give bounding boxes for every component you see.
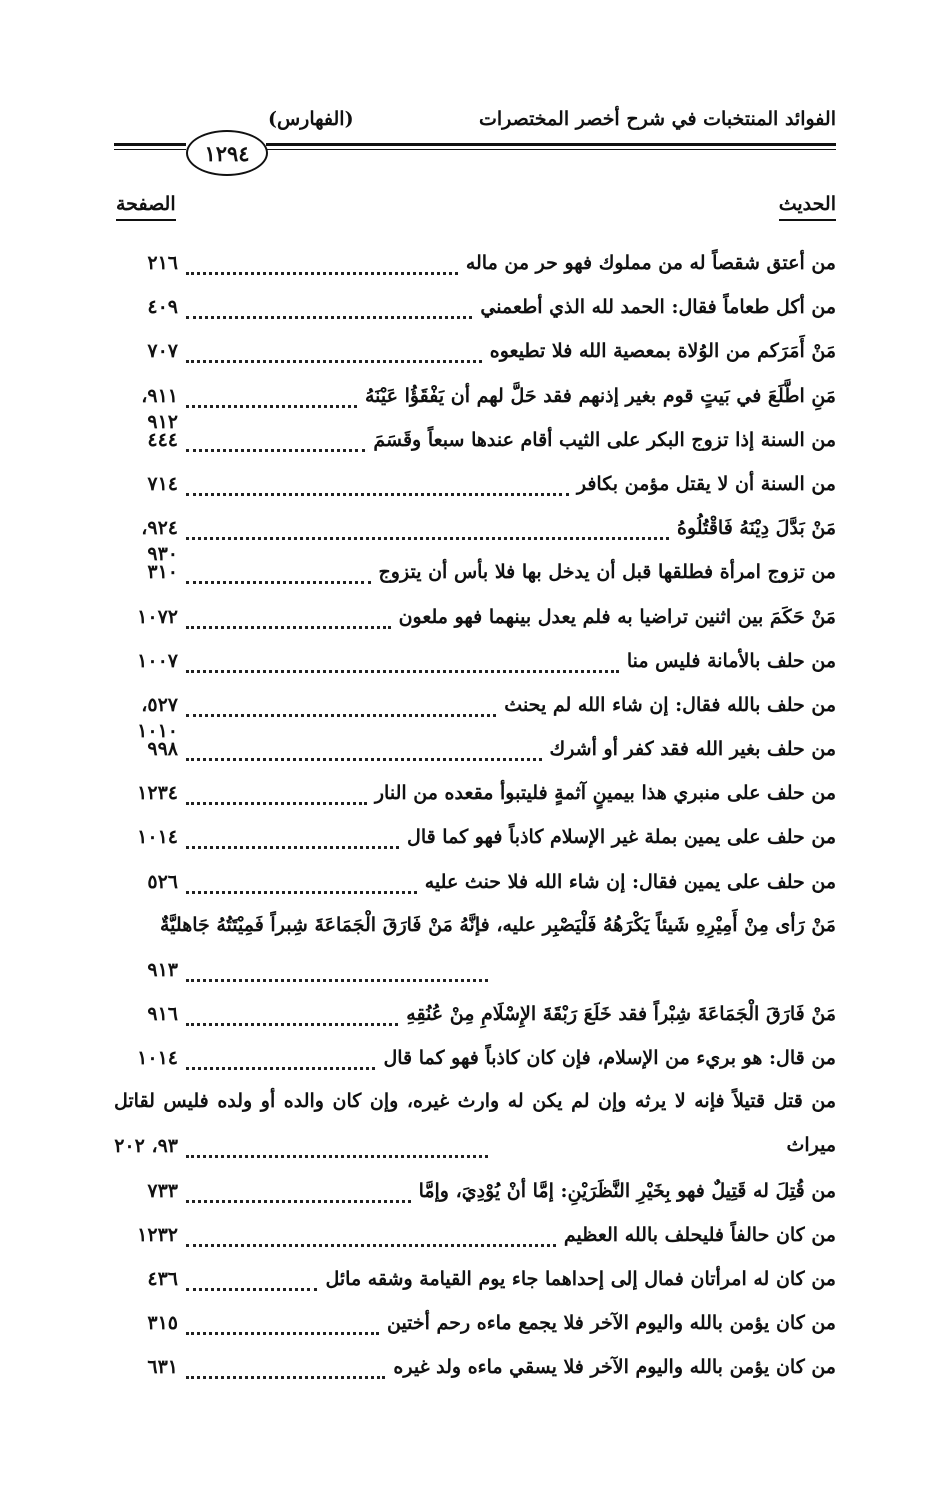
leader-dots bbox=[186, 515, 669, 540]
book-title: الفوائد المنتخبات في شرح أخصر المختصرات bbox=[478, 108, 836, 130]
index-entry bbox=[114, 1306, 836, 1350]
hadith-text: مَنْ رَأى مِنْ أَمِيْرِهِ شَيئاً يَكْرَهُهُ فَلْيَصْبِر عليه، فإنَّهُ مَنْ فَارَقَ الْجَمَاعَةَ شِبراً فَمِيْتَتُهُ جَاهليَّةٌ bbox=[159, 913, 836, 936]
index-entry bbox=[114, 644, 836, 688]
page-reference: ٥٢٧، ١٠١٠ bbox=[137, 693, 178, 742]
index-entry bbox=[114, 246, 836, 290]
index-entry bbox=[114, 290, 836, 334]
index-entry bbox=[114, 423, 836, 467]
page-reference: ٧٠٧ bbox=[147, 340, 178, 363]
hadith-text: من حلف على منبري هذا بيمينٍ آثمةٍ فليتبوأ مقعده من النار bbox=[374, 782, 836, 805]
header-rule-right-thin bbox=[266, 149, 836, 150]
index-entry bbox=[114, 732, 836, 776]
section-title: (الفهارس) bbox=[268, 108, 354, 130]
index-entry bbox=[114, 555, 836, 599]
page-reference: ١٢٣٢ bbox=[137, 1223, 178, 1246]
leader-dots bbox=[186, 780, 367, 805]
page-reference: ٤٠٩ bbox=[147, 296, 178, 319]
leader-dots bbox=[186, 869, 417, 894]
leader-dots bbox=[186, 1045, 375, 1070]
page-column-heading: الصفحة bbox=[116, 192, 176, 221]
hadith-text: من كان حالفاً فليحلف بالله العظيم bbox=[563, 1223, 836, 1246]
hadith-text: مَنْ حَكَمَ بين اثنين تراضيا به فلم يعدل بينهما فهو ملعون bbox=[398, 605, 836, 628]
index-entry bbox=[114, 820, 836, 864]
leader-dots bbox=[186, 471, 569, 496]
index-entry bbox=[114, 467, 836, 511]
hadith-text: مَنِ اطَّلَعَ في بَيتٍ قوم بغير إذنهم فقد حَلَّ لهم أن يَفْقَؤُا عَيْنَهُ bbox=[364, 384, 836, 407]
page-reference: ٩١١، ٩١٢ bbox=[141, 384, 178, 433]
leader-dots bbox=[186, 1133, 488, 1158]
hadith-text: من قُتِلَ له قَتِيلٌ فهو بِخَيْرِ النَّظَرَيْنِ: إمَّا أنْ يُوْدِيَ، وإمَّا bbox=[418, 1179, 836, 1202]
leader-dots bbox=[186, 648, 619, 673]
hadith-text: من تزوج امرأة فطلقها قبل أن يدخل بها فلا بأس أن يتزوج bbox=[378, 561, 836, 584]
leader-dots bbox=[186, 1310, 379, 1335]
hadith-column-heading: الحديث bbox=[779, 192, 836, 221]
leader-dots bbox=[186, 604, 391, 629]
hadith-text: مَنْ أَمَرَكم من الوُلاة بمعصية الله فلا تطيعوه bbox=[489, 340, 836, 363]
leader-dots bbox=[186, 1001, 398, 1026]
leader-dots bbox=[186, 383, 357, 408]
index-entry bbox=[114, 1350, 836, 1394]
page-number: ١٢٩٤ bbox=[204, 140, 250, 166]
hadith-text: مَنْ بَدَّلَ دِيْنَهُ فَاقْتُلُوهُ bbox=[677, 517, 836, 540]
index-entry bbox=[114, 1174, 836, 1218]
leader-dots bbox=[186, 338, 482, 363]
hadith-text: من السنة أن لا يقتل مؤمن بكافر bbox=[576, 472, 836, 495]
leader-dots bbox=[186, 427, 365, 452]
page-reference: ٣١٥ bbox=[147, 1312, 178, 1335]
hadith-text: من السنة إذا تزوج البكر على الثيب أقام عندها سبعاً وقَسَمَ bbox=[373, 428, 836, 451]
page-reference: ١٠١٤ bbox=[137, 1047, 178, 1070]
hadith-index-list bbox=[114, 246, 836, 1395]
page-reference: ١٠١٤ bbox=[137, 826, 178, 849]
index-entry bbox=[114, 334, 836, 378]
index-entry bbox=[114, 909, 836, 997]
index-entry bbox=[114, 776, 836, 820]
hadith-text: من أكل طعاماً فقال: الحمد لله الذي أطعمني bbox=[480, 296, 836, 319]
index-entry bbox=[114, 379, 836, 433]
leader-dots bbox=[186, 824, 399, 849]
hadith-text: من حلف على يمين بملة غير الإسلام كاذباً فهو كما قال bbox=[407, 826, 836, 849]
page-reference: ٢١٦ bbox=[147, 252, 178, 274]
leader-dots bbox=[186, 1178, 411, 1203]
page-reference: ٣١٠ bbox=[147, 561, 178, 584]
index-entry bbox=[114, 1262, 836, 1306]
index-entry bbox=[114, 1218, 836, 1262]
index-entry bbox=[114, 688, 836, 742]
page-reference: ٩٢٤، ٩٣٠ bbox=[141, 517, 178, 566]
running-header bbox=[268, 108, 836, 130]
leader-dots bbox=[186, 294, 472, 319]
header-rule-left-thin bbox=[114, 149, 186, 150]
page-reference: ٩٣، ٢٠٢ bbox=[114, 1135, 178, 1158]
index-entry bbox=[114, 997, 836, 1041]
page-reference: ٥٢٦ bbox=[147, 870, 178, 893]
hadith-text: من حلف بالأمانة فليس منا bbox=[626, 649, 836, 672]
leader-dots bbox=[186, 1222, 556, 1247]
header-rule-right bbox=[266, 143, 836, 146]
page-reference: ٩١٦ bbox=[147, 1003, 178, 1025]
hadith-text: من حلف على يمين فقال: إن شاء الله فلا حنث عليه bbox=[424, 870, 836, 893]
page-reference: ٤٤٤ bbox=[147, 428, 178, 451]
index-entry bbox=[114, 600, 836, 644]
hadith-text: من قال: هو بريء من الإسلام، فإن كان كاذباً فهو كما قال bbox=[383, 1047, 836, 1070]
leader-dots bbox=[186, 250, 458, 275]
header-rule-left bbox=[114, 143, 186, 146]
page-reference: ٦٣١ bbox=[147, 1356, 178, 1379]
page-reference: ١٠٠٧ bbox=[137, 649, 178, 672]
page-reference: ٩١٣ bbox=[147, 958, 178, 981]
page-reference: ١٠٧٢ bbox=[137, 605, 178, 628]
page-number-badge bbox=[186, 130, 268, 176]
page-reference: ١٢٣٤ bbox=[137, 782, 178, 805]
hadith-text: من حلف بغير الله فقد كفر أو أشرك bbox=[549, 738, 836, 761]
hadith-text: من أعتق شقصاً له من مملوك فهو حر من ماله bbox=[465, 252, 836, 274]
leader-dots bbox=[186, 559, 371, 584]
leader-dots bbox=[186, 957, 488, 982]
leader-dots bbox=[186, 692, 496, 717]
hadith-text: من كان يؤمن بالله واليوم الآخر فلا يجمع ماءه رحم أختين bbox=[386, 1312, 836, 1335]
hadith-text: من كان له امرأتان فمال إلى إحداهما جاء يوم القيامة وشقه مائل bbox=[325, 1267, 836, 1290]
page-reference: ٤٣٦ bbox=[147, 1267, 178, 1290]
hadith-text: مَنْ فَارَقَ الْجَمَاعَةَ شِبْراً فقد خَلَعَ رَبْقَةَ الإِسْلَامِ مِنْ عُنُقِهِ bbox=[406, 1003, 836, 1025]
leader-dots bbox=[186, 1266, 317, 1291]
page-reference: ٧١٤ bbox=[147, 472, 178, 495]
index-entry bbox=[114, 511, 836, 566]
hadith-text: من حلف بالله فقال: إن شاء الله لم يحنث bbox=[504, 693, 836, 716]
index-entry bbox=[114, 1085, 836, 1173]
page-reference: ٩٩٨ bbox=[147, 738, 178, 761]
hadith-text: من قتل قتيلاً فإنه لا يرثه وإن لم يكن له وارث غيره، وإن كان والده أو ولده فليس لقاتل ميراث bbox=[114, 1090, 836, 1157]
hadith-text: من كان يؤمن بالله واليوم الآخر فلا يسقي ماءه ولد غيره bbox=[393, 1356, 836, 1379]
page-reference: ٧٣٣ bbox=[147, 1179, 178, 1202]
leader-dots bbox=[186, 736, 542, 761]
leader-dots bbox=[186, 1354, 385, 1379]
